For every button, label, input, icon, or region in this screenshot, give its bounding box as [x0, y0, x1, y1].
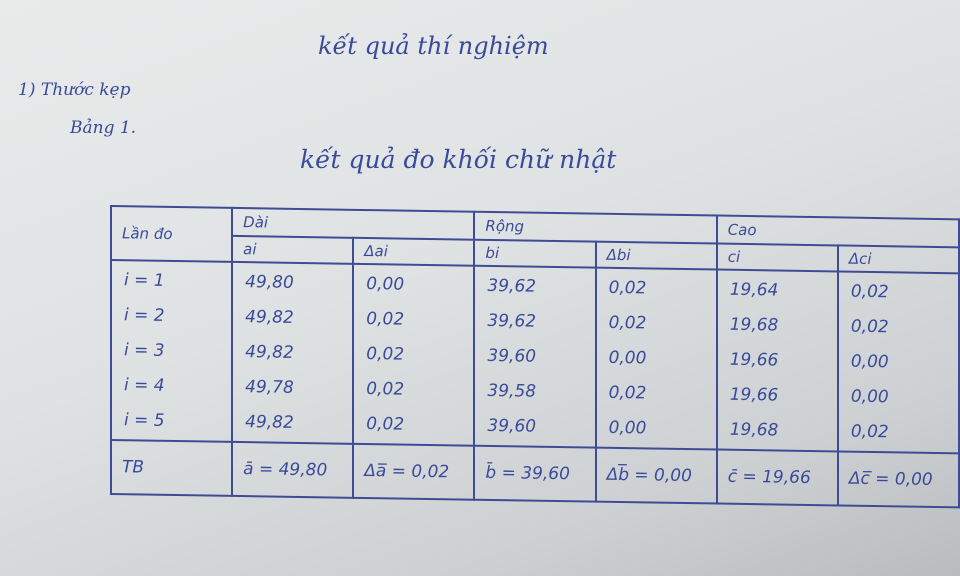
- a-value: 49,82: [245, 306, 294, 328]
- dc-value: 0,00: [850, 386, 889, 408]
- dc-value: 0,02: [850, 316, 889, 337]
- row-label: i = 3: [124, 340, 165, 361]
- dc-value: 0,02: [850, 281, 889, 302]
- db-values-cell: [596, 268, 717, 449]
- row-label: i = 5: [124, 410, 165, 432]
- db-value: 0,00: [608, 418, 647, 439]
- db-value: 0,02: [608, 277, 647, 298]
- measurement-table: [110, 205, 960, 508]
- sub-header-a: ai: [232, 236, 353, 264]
- row-label: i = 4: [124, 375, 165, 396]
- group-header-width: Rộng: [474, 212, 716, 244]
- c-value: 19,68: [729, 314, 779, 336]
- da-value: 0,02: [366, 343, 405, 365]
- row-label: i = 1: [124, 269, 165, 291]
- da-values-cell: [353, 264, 474, 445]
- average-label: TB: [111, 440, 232, 496]
- c-value: 19,68: [729, 420, 779, 441]
- db-value: 0,02: [608, 312, 647, 334]
- dc-value: 0,00: [850, 351, 889, 373]
- table-title: kết quả đo khối chữ nhật: [300, 145, 617, 174]
- row-header: Lần đo: [111, 206, 232, 262]
- db-value: 0,02: [608, 382, 647, 404]
- da-value: 0,02: [366, 379, 405, 400]
- da-value: 0,02: [366, 414, 405, 435]
- b-value: 39,58: [487, 381, 537, 402]
- group-header-length: Dài: [232, 208, 474, 240]
- sub-header-da: Δai: [353, 238, 474, 266]
- average-db: Δb̅ = 0,00: [596, 447, 717, 503]
- c-value: 19,66: [729, 349, 779, 371]
- row-label: i = 2: [124, 304, 165, 326]
- b-values-cell: [474, 266, 595, 447]
- db-value: 0,00: [608, 347, 647, 369]
- da-value: 0,02: [366, 308, 405, 330]
- b-value: 39,62: [487, 275, 537, 297]
- c-value: 19,66: [729, 384, 779, 406]
- c-value: 19,64: [729, 279, 779, 301]
- a-value: 49,82: [245, 412, 294, 434]
- a-values-cell: [232, 262, 353, 443]
- section-heading: 1) Thước kẹp: [18, 80, 131, 100]
- b-value: 39,60: [487, 345, 537, 367]
- average-c: c̄ = 19,66: [717, 449, 838, 505]
- page-title: kết quả thí nghiệm: [318, 32, 549, 60]
- sub-header-db: Δbi: [596, 242, 717, 270]
- b-value: 39,62: [487, 310, 537, 332]
- c-values-cell: [717, 270, 838, 451]
- da-value: 0,00: [366, 273, 405, 295]
- average-b: b̄ = 39,60: [474, 445, 595, 501]
- dc-value: 0,02: [850, 421, 889, 443]
- group-header-height: Cao: [717, 216, 959, 248]
- average-da: Δa̅ = 0,02: [353, 443, 474, 499]
- a-value: 49,80: [245, 271, 294, 293]
- sub-header-b: bi: [474, 240, 595, 268]
- sub-header-dc: Δci: [838, 246, 959, 274]
- a-value: 49,78: [245, 377, 294, 399]
- sub-header-c: ci: [717, 244, 838, 272]
- average-a: ā = 49,80: [232, 442, 353, 498]
- average-dc: Δc̅ = 0,00: [838, 451, 959, 507]
- table-label: Bảng 1.: [70, 118, 137, 138]
- a-value: 49,82: [245, 342, 294, 363]
- b-value: 39,60: [487, 416, 537, 438]
- dc-values-cell: [838, 272, 959, 453]
- row-labels-cell: [111, 260, 232, 441]
